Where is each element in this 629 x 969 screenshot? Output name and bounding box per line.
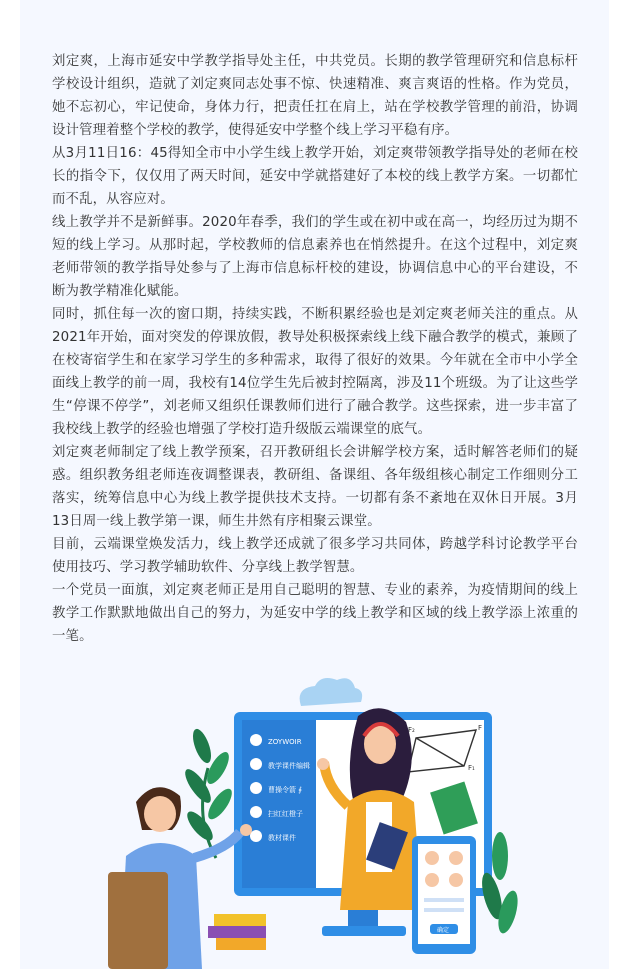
menu-item: 曹操令箭 ∮ — [268, 786, 302, 794]
menu-item: ZOYWOIR — [268, 738, 302, 746]
menu-item: 教材课件 — [268, 834, 296, 842]
online-teaching-illustration — [96, 676, 530, 969]
diagram-label: F₁ — [468, 764, 475, 772]
tablet-button-label: 确定 — [437, 927, 450, 934]
paragraph: 线上教学并不是新鲜事。2020年春季，我们的学生或在初中或在高一，均经历过为期不短的线上学习。从那时起，学校教师的信息素养也在悄然提升。在这个过程中，刘定爽老师带领的教学指导处参与了上海市信息标杆校的建设，协调信息中心的平台建设，不断为教学精准化赋能。 — [52, 215, 578, 299]
diagram-label: F — [478, 724, 483, 732]
menu-item: 扫红红橙子 — [268, 810, 303, 818]
paragraph: 刘定爽老师制定了线上教学预案，召开教研组长会讲解学校方案，适时解答老师们的疑惑。组织教务组老师连夜调整课表，教研组、备课组、各年级组核心制定工作细则分工落实，统筹信息中心为线上教学提供技术支持。一切都有条不紊地在双休日开展。3月13日周一线上教学第一课，师生井然有序相聚云课堂。 — [52, 445, 578, 529]
diagram-label: F₂ — [408, 726, 415, 734]
paragraph: 从3月11日16：45得知全市中小学生线上教学开始，刘定爽带领教学指导处的老师在校长的指令下，仅仅用了两天时间，延安中学就搭建好了本校的线上教学方案。一切都忙而不乱，从容应对。 — [52, 146, 578, 207]
paragraph: 目前，云端课堂焕发活力，线上教学还成就了很多学习共同体，跨越学科讨论教学平台使用技巧、学习教学辅助软件、分享线上教学智慧。 — [52, 537, 578, 575]
tablet — [412, 836, 476, 954]
paragraph: 刘定爽，上海市延安中学教学指导处主任，中共党员。长期的教学管理研究和信息标杆学校设计组织，造就了刘定爽同志处事不惊、快速精准、爽言爽语的性格。作为党员，她不忘初心，牢记使命，身体力行，把责任扛在肩上，站在学校教学管理的前沿，协调设计管理着整个学校的教学，使得延安中学整个线上学习平稳有序。 — [52, 54, 578, 138]
article-body — [52, 50, 578, 648]
paragraph: 一个党员一面旗，刘定爽老师正是用自己聪明的智慧、专业的素养，为疫情期间的线上教学工作默默地做出自己的努力，为延安中学的线上教学和区域的线上教学添上浓重的一笔。 — [52, 583, 578, 644]
cloud-icon — [300, 678, 363, 706]
menu-item: 教学课件编辑 — [268, 762, 310, 770]
paragraph: 同时，抓住每一次的窗口期，持续实践，不断积累经验也是刘定爽老师关注的重点。从2021年开始，面对突发的停课放假，教导处积极探索线上线下融合教学的模式，兼顾了在校寄宿学生和在家学习学生的多种需求，取得了很好的效果。今年就在全市中小学全面线上教学的前一周，我校有14位学生先后被封控隔离，涉及11个班级。为了让这些学生“停课不停学”，刘老师又组织任课教师们进行了融合教学。这些探索，进一步丰富了我校线上教学的经验也增强了学校打造升级版云端课堂的底气。 — [52, 307, 578, 437]
books-icon — [208, 914, 266, 950]
